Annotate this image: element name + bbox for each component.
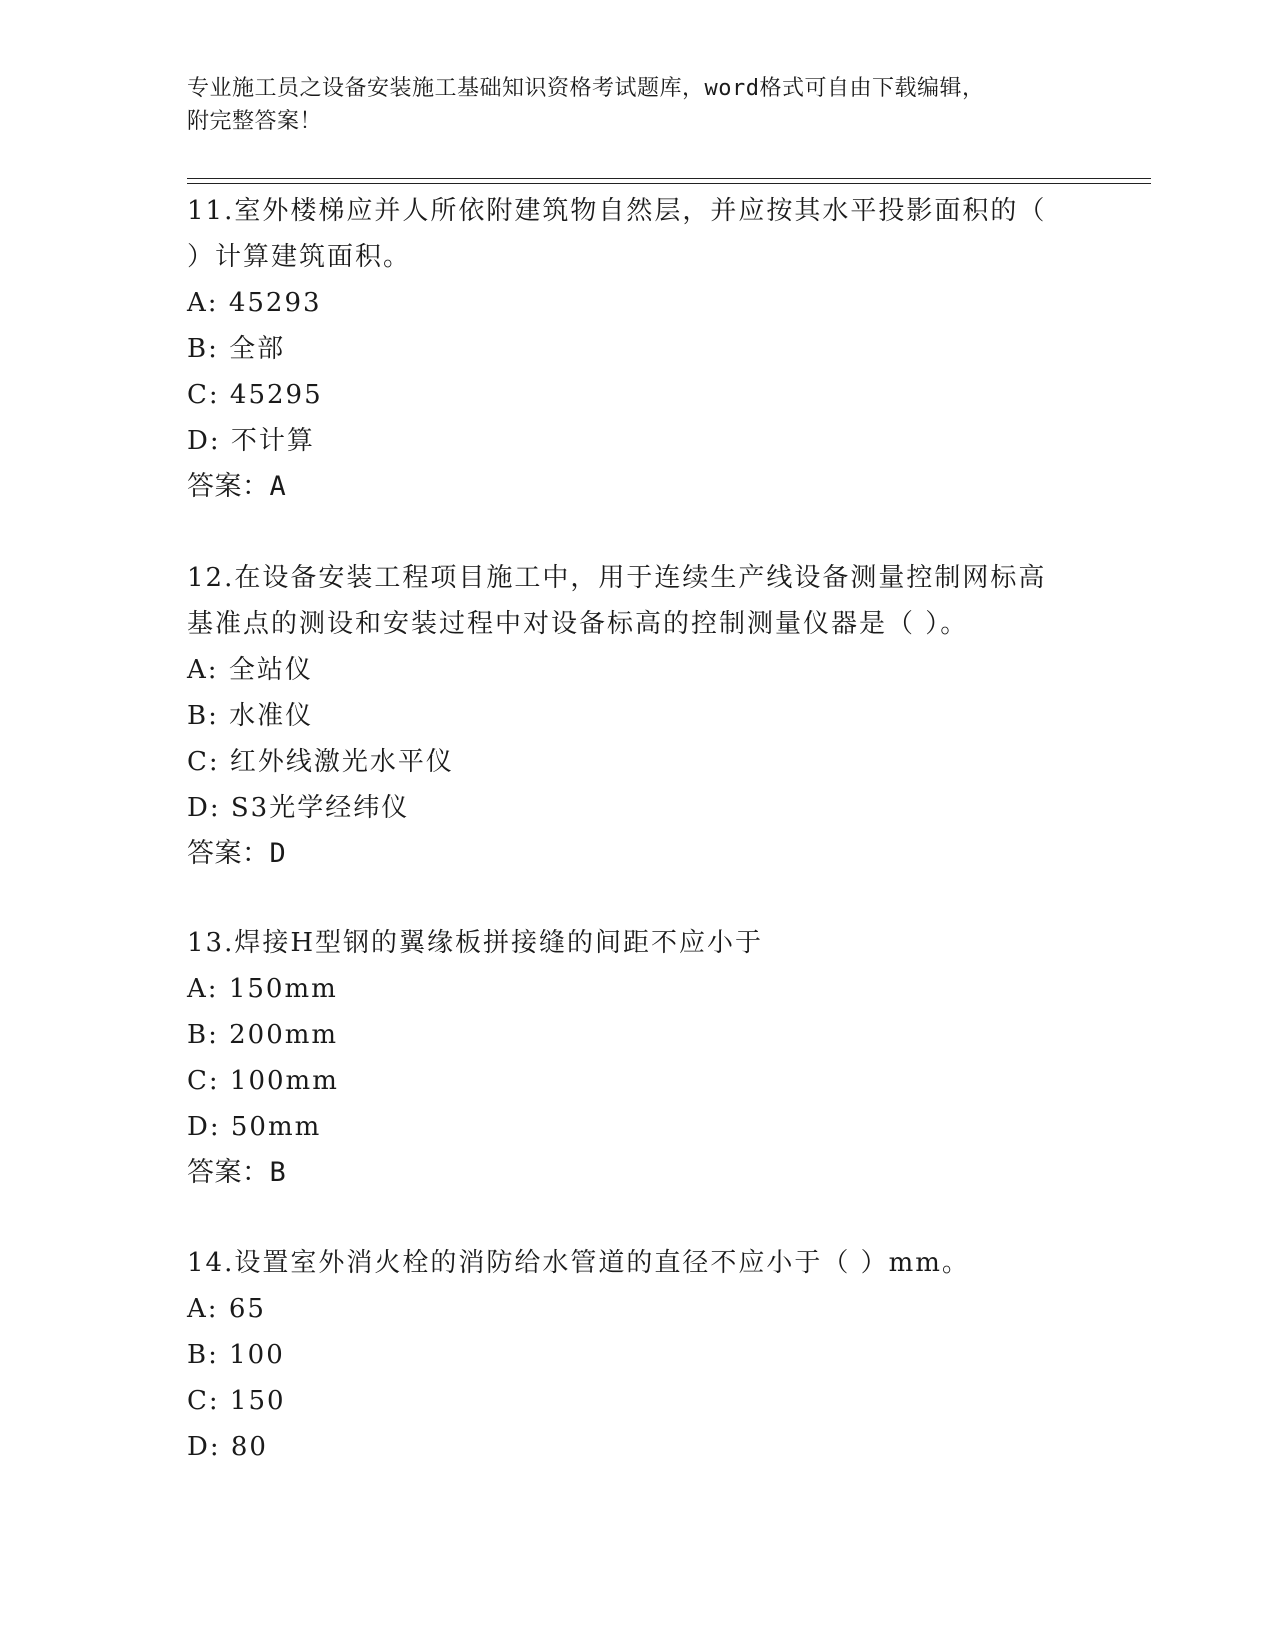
option-label: A: [187, 974, 219, 1004]
option-text: 全站仪 [228, 655, 313, 685]
question-13 [187, 920, 1087, 1196]
option-text: 200mm [229, 1020, 339, 1050]
option-b [187, 693, 1087, 739]
answer-line: 答案：B [187, 1157, 287, 1188]
option-d [187, 785, 1087, 831]
option-text: 45293 [228, 288, 322, 318]
question-stem-line: 14.设置室外消火栓的消防给水管道的直径不应小于（ ）mm。 [187, 1248, 970, 1278]
option-label: B: [187, 1340, 219, 1370]
option-c [187, 1058, 1087, 1104]
option-text: 不计算 [230, 426, 315, 456]
option-label: D: [187, 1112, 221, 1142]
question-stem-line: ）计算建筑面积。 [187, 242, 412, 272]
option-text: 80 [230, 1432, 268, 1462]
question-14 [187, 1240, 1087, 1470]
question-11 [187, 188, 1087, 510]
option-text: 45295 [229, 380, 323, 410]
option-text: 100 [229, 1340, 285, 1370]
option-b [187, 326, 1087, 372]
option-label: C: [187, 747, 220, 777]
option-a [187, 1286, 1087, 1332]
option-b [187, 1332, 1087, 1378]
option-label: A: [187, 1294, 219, 1324]
option-a [187, 647, 1087, 693]
option-label: B: [187, 334, 219, 364]
option-text: 150 [229, 1386, 286, 1416]
option-d [187, 418, 1087, 464]
question-stem-line: 12.在设备安装工程项目施工中，用于连续生产线设备测量控制网标高 [187, 563, 1047, 593]
option-c [187, 1378, 1087, 1424]
header-line-1: 专业施工员之设备安装施工基础知识资格考试题库，word格式可自由下载编辑， [187, 76, 985, 101]
option-d [187, 1424, 1087, 1470]
document-header [187, 72, 1077, 138]
option-d [187, 1104, 1087, 1150]
option-a [187, 966, 1087, 1012]
option-label: A: [187, 288, 219, 318]
option-text: 全部 [229, 334, 286, 364]
option-text: 100mm [229, 1066, 339, 1096]
option-label: D: [187, 426, 221, 456]
option-text: 红外线激光水平仪 [229, 747, 454, 777]
option-label: D: [187, 793, 221, 823]
option-b [187, 1012, 1087, 1058]
answer-line: 答案：D [187, 838, 287, 869]
answer-line: 答案：A [187, 471, 287, 502]
option-text: S3光学经纬仪 [230, 793, 410, 823]
header-rule-bottom [187, 183, 1151, 184]
option-text: 150mm [228, 974, 338, 1004]
option-label: B: [187, 701, 219, 731]
question-stem-line: 13.焊接H型钢的翼缘板拼接缝的间距不应小于 [187, 928, 764, 958]
question-stem-line: 基准点的测设和安装过程中对设备标高的控制测量仪器是（ ）。 [187, 609, 969, 639]
header-rule-top [187, 178, 1151, 179]
option-c [187, 372, 1087, 418]
option-label: B: [187, 1020, 219, 1050]
header-line-2: 附完整答案！ [187, 109, 323, 134]
option-label: C: [187, 1066, 220, 1096]
option-label: A: [187, 655, 219, 685]
option-label: C: [187, 1386, 220, 1416]
option-text: 50mm [230, 1112, 322, 1142]
question-12 [187, 555, 1087, 877]
question-stem-line: 11.室外楼梯应并人所依附建筑物自然层，并应按其水平投影面积的（ [187, 196, 1047, 226]
option-c [187, 739, 1087, 785]
option-text: 65 [228, 1294, 266, 1324]
option-label: C: [187, 380, 220, 410]
option-text: 水准仪 [229, 701, 314, 731]
option-label: D: [187, 1432, 221, 1462]
option-a [187, 280, 1087, 326]
